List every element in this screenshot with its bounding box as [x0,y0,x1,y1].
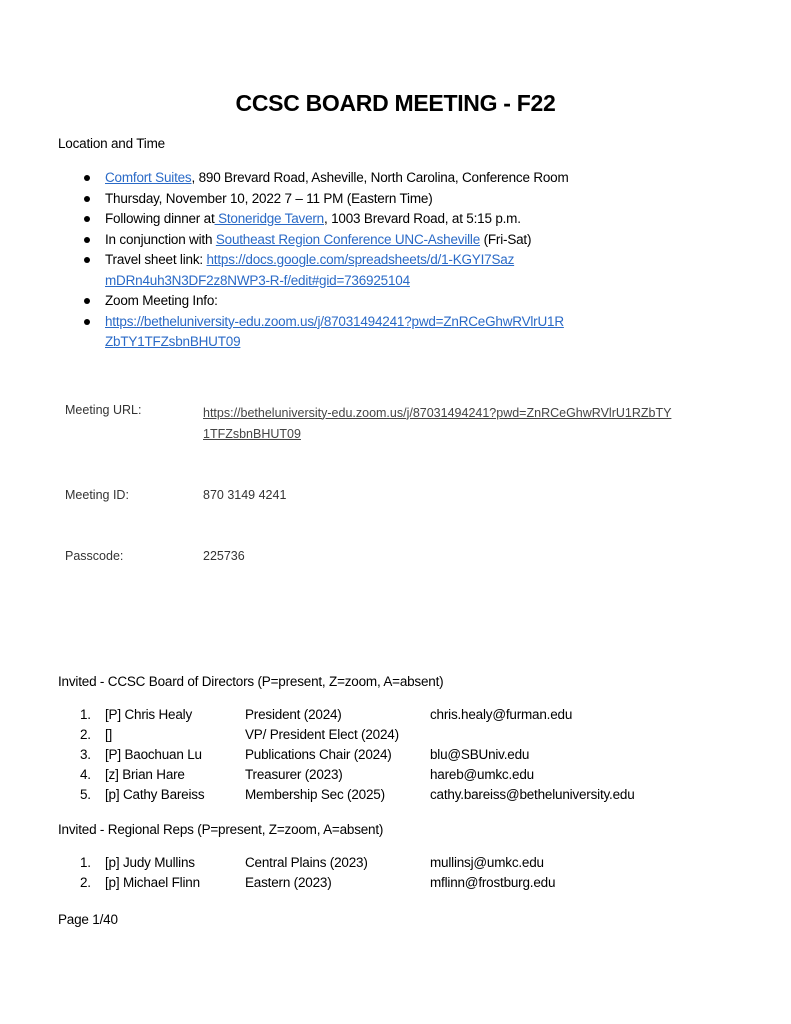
member-name: [p] Cathy Bareiss [105,786,205,802]
address-text: , 890 Brevard Road, Asheville, North Carolina, Conference Room [191,170,569,185]
board-member-row [80,765,700,785]
rep-member-row [80,873,700,893]
item-number: 1. [80,706,91,722]
member-email: mflinn@frostburg.edu [430,874,556,890]
passcode-value: 225736 [203,548,245,563]
conjunction-prefix: In conjunction with [105,231,216,247]
member-email: blu@SBUniv.edu [430,746,530,762]
zoom-link[interactable]: https://betheluniversity-edu.zoom.us/j/87031494241?pwd=ZnRCeGhwRVlrU1RZbTY1TFZsbnBHUT09 [105,313,564,349]
conference-suffix: (Fri-Sat) [480,231,532,247]
zoom-info-label: Zoom Meeting Info: [105,293,218,308]
member-name: [z] Brian Hare [105,766,185,782]
member-email: chris.healy@furman.edu [430,706,573,722]
member-role: VP/ President Elect (2024) [245,726,399,742]
list-item [80,312,565,353]
meeting-id-label: Meeting ID: [65,487,129,502]
passcode-label: Passcode: [65,548,124,563]
board-member-row [80,785,700,805]
item-number: 2. [80,726,91,742]
meeting-url-link[interactable]: https://betheluniversity-edu.zoom.us/j/87031494241?pwd=ZnRCeGhwRVlrU1RZbTY1TFZsbnBHUT09 [203,405,672,441]
list-item [80,209,680,230]
member-role: Eastern (2023) [245,874,332,890]
list-item [80,250,525,291]
member-role: Central Plains (2023) [245,854,368,870]
list-item [80,291,680,312]
board-member-row [80,745,700,765]
member-name: [p] Michael Flinn [105,874,200,890]
member-email: hareb@umkc.edu [430,766,534,782]
member-email: cathy.bareiss@betheluniversity.edu [430,786,635,802]
member-role: Treasurer (2023) [245,766,343,782]
board-heading: Invited - CCSC Board of Directors (P=present, Z=zoom, A=absent) [58,673,444,689]
board-list [80,705,700,805]
board-member-row [80,705,700,725]
board-member-row [80,725,700,745]
member-name: [] [105,726,113,742]
meeting-url-label: Meeting URL: [65,402,142,417]
location-heading: Location and Time [58,136,165,151]
member-name: [P] Baochuan Lu [105,746,202,762]
item-number: 5. [80,786,91,802]
meeting-id-row [65,486,700,504]
member-role: President (2024) [245,706,342,722]
comfort-suites-link[interactable]: Comfort Suites [105,170,192,185]
dinner-text: , 1003 Brevard Road, at 5:15 p.m. [324,211,521,226]
member-name: [p] Judy Mullins [105,854,195,870]
travel-prefix: Travel sheet link: [105,252,207,267]
page-title: CCSC BOARD MEETING - F22 [235,90,556,116]
meeting-id-value: 870 3149 4241 [203,487,287,502]
item-number: 4. [80,766,91,782]
meeting-url-row [65,403,700,446]
list-item [80,189,680,210]
item-number: 2. [80,874,91,890]
member-name: [P] Chris Healy [105,706,193,722]
travel-sheet-link[interactable]: https://docs.google.com/spreadsheets/d/1-KGYI7SazmDRn4uh3N3DF2z8NWP3-R-f/edit#gid=736925104 [105,252,515,288]
date-time-text: Thursday, November 10, 2022 7 – 11 PM (Eastern Time) [105,190,433,206]
reps-heading: Invited - Regional Reps (P=present, Z=zoom, A=absent) [58,821,384,837]
zoom-info-block [65,403,700,565]
page-number: Page 1/40 [58,911,118,927]
dinner-prefix: Following dinner at [105,211,215,226]
stoneridge-tavern-link[interactable]: Stoneridge Tavern [214,211,324,226]
item-number: 1. [80,854,91,870]
rep-member-row [80,853,700,873]
member-role: Membership Sec (2025) [245,786,385,802]
conference-link[interactable]: Southeast Region Conference UNC-Asheville [215,231,481,247]
reps-list [80,853,700,893]
passcode-row [65,547,700,565]
member-role: Publications Chair (2024) [245,746,392,762]
location-list [80,168,680,353]
member-email [430,725,690,745]
list-item [80,168,680,189]
member-email: mullinsj@umkc.edu [430,854,544,870]
item-number: 3. [80,746,91,762]
list-item [80,230,680,251]
